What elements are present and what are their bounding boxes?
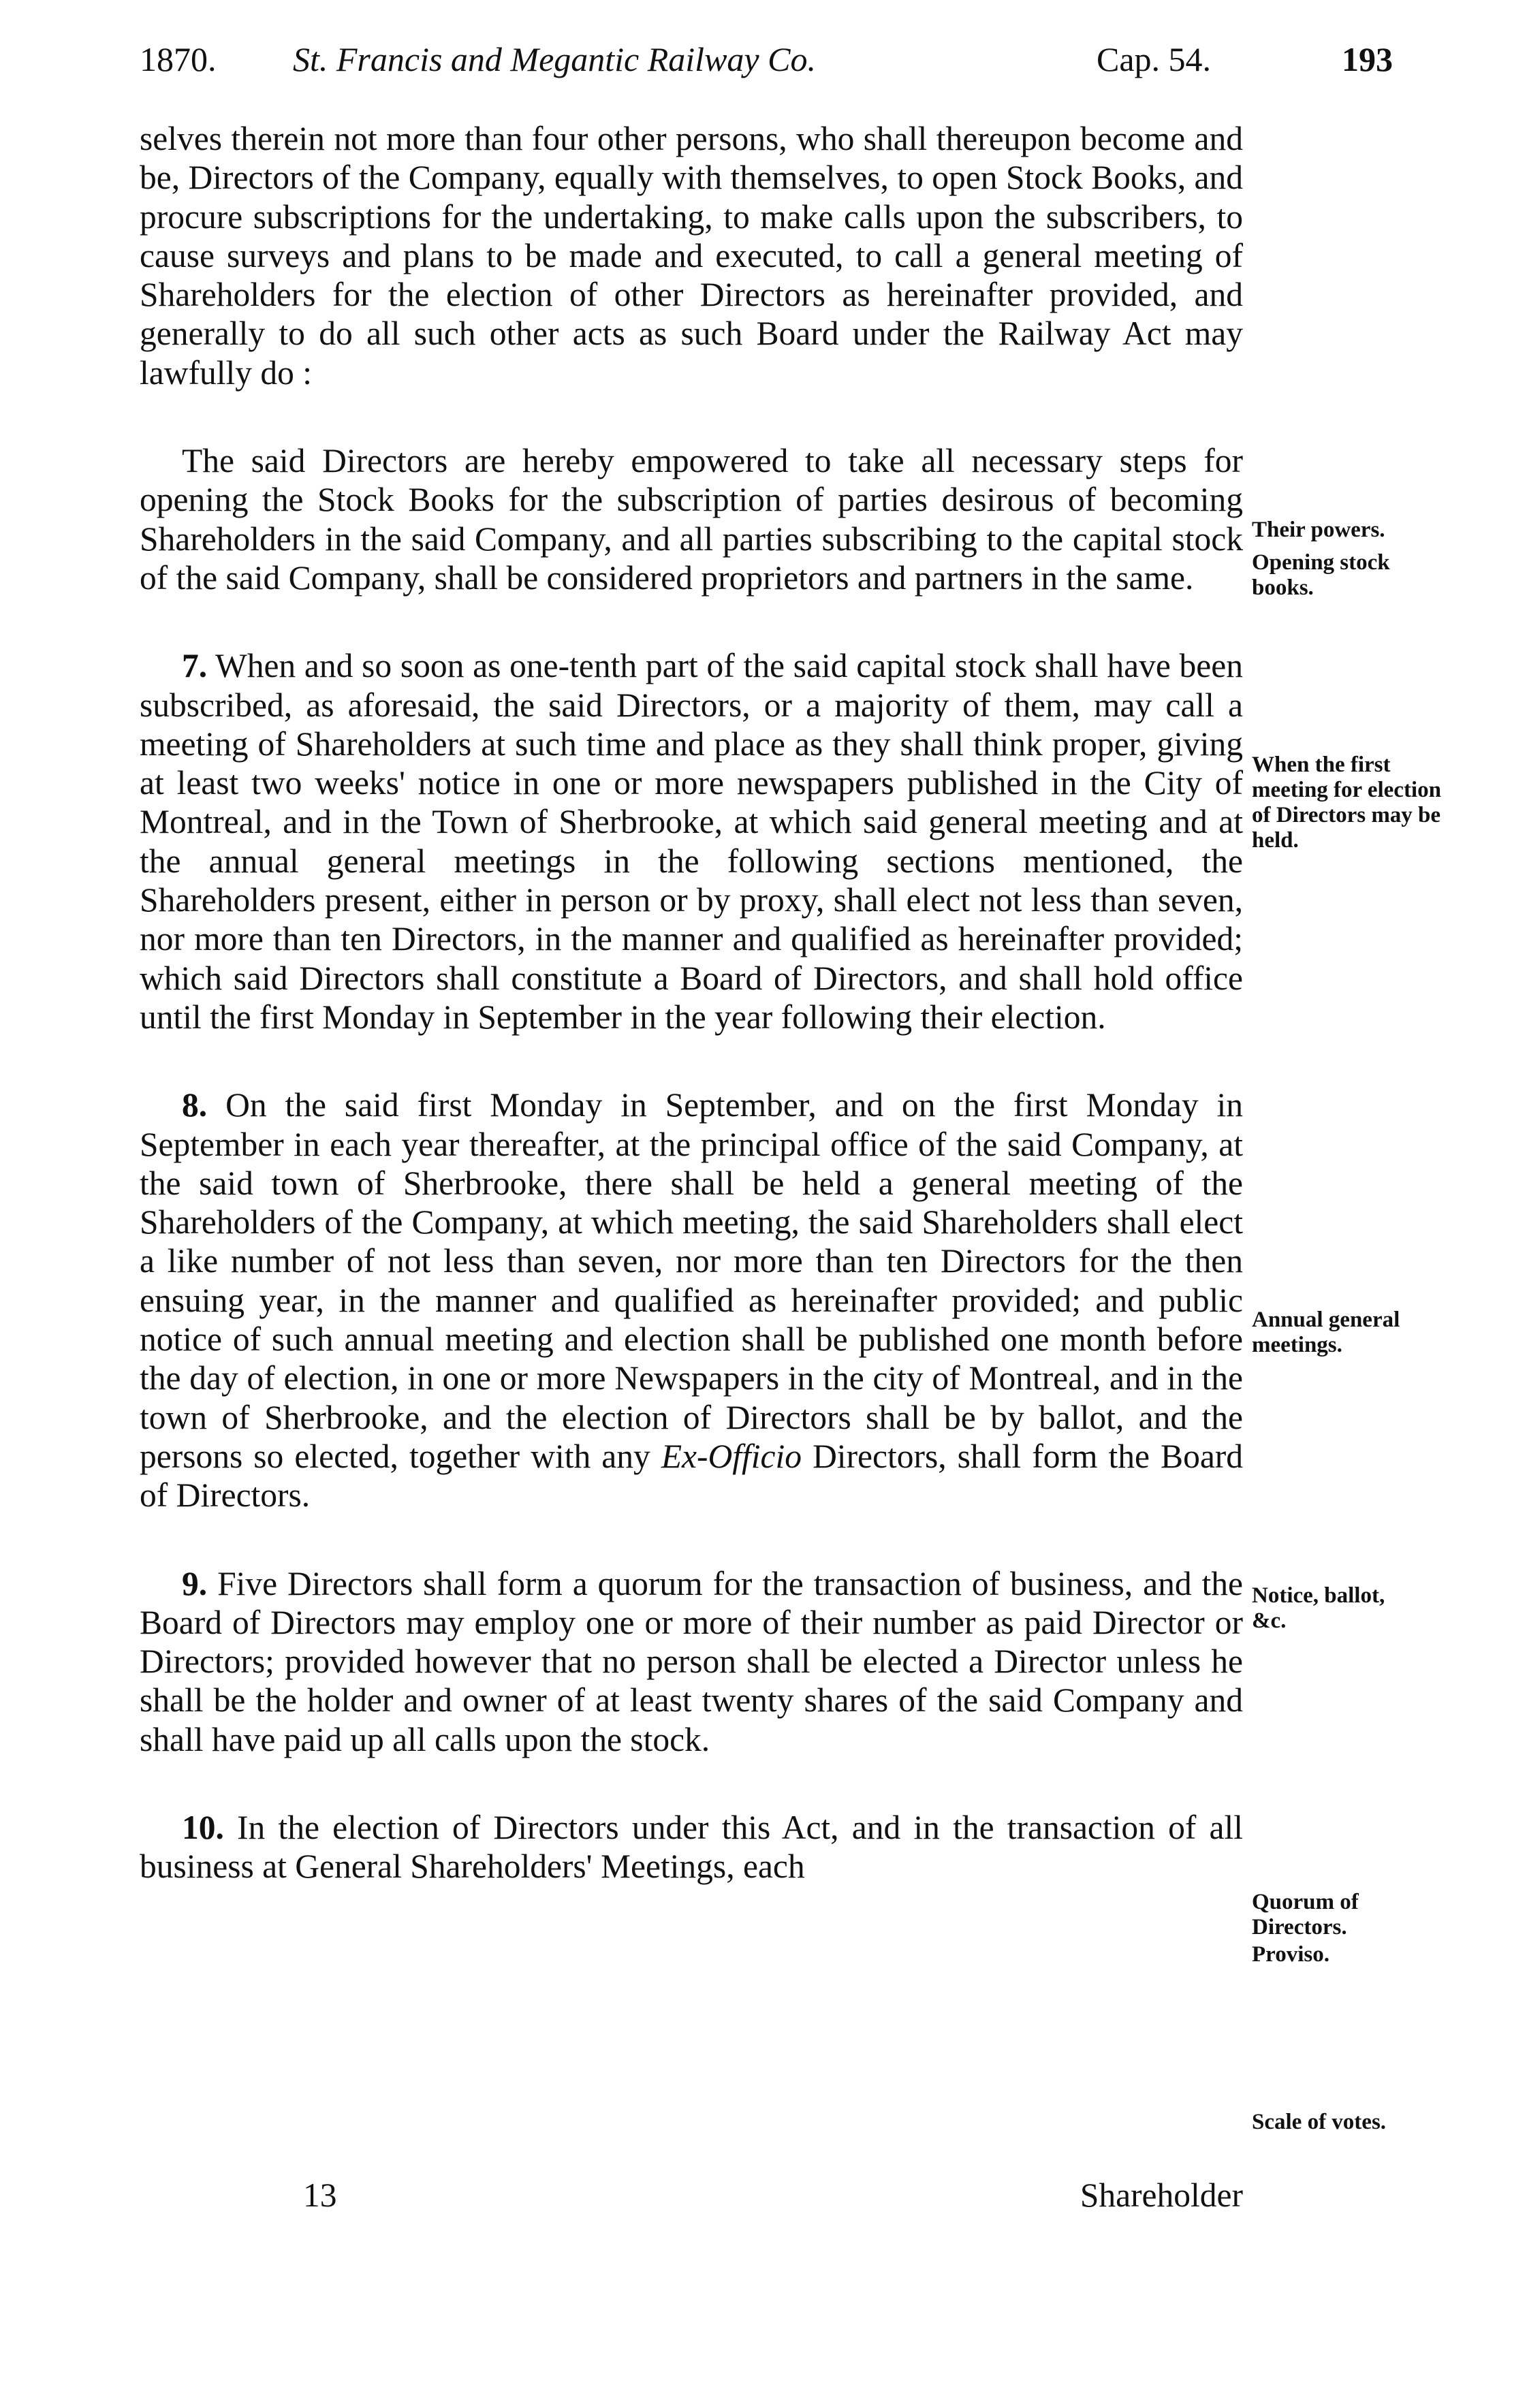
header-chapter: Cap. 54.	[1097, 40, 1212, 78]
section-number: 9.	[182, 1564, 208, 1602]
section-8	[140, 1086, 1243, 1515]
page-number: 193	[1342, 40, 1393, 78]
body-text	[140, 119, 1243, 1886]
signature-mark: 13	[303, 2176, 337, 2214]
section-text: Directors, shall form the Board of Directors.	[140, 1437, 1244, 1515]
paragraph-continuation: selves therein not more than four other persons, who shall thereupon become and be, Directors of the Company, equally with themselves, to open Stock Books, and procure subscriptions for the undertaking, to make calls upon the subscribers, to cause surveys and plans to be made and executed, to call a general meeting of Shareholders for the election of other Directors as hereinafter provided, and generally to do all such other acts as such Board under the Railway Act may lawfully do :	[140, 120, 1243, 392]
section-text: On the said first Monday in September, and on the first Monday in September in each year thereafter, at the principal office of the said Company, at the said town of Sherbrooke, there shall be held a general meeting of the Shareholders of the Company, at which meeting, the said Shareholders shall elect a like number of not less than seven, nor more than ten Directors for the then ensuing year, in the manner and qualified as hereinafter provided; and public notice of such annual meeting and election shall be published one month before the day of election, in one or more Newspapers in the city of Montreal, and in the town of Sherbrooke, and the election of Directors shall be by ballot, and the persons so elected, together with any	[140, 1086, 1244, 1475]
margin-note-annual-meetings: Annual general meetings.	[1252, 1308, 1400, 1357]
section-10	[140, 1808, 1243, 1886]
section-italic-term: Ex-Officio	[661, 1437, 802, 1475]
margin-note-first-meeting: When the first meeting for election of Directors may be held.	[1252, 752, 1441, 853]
margin-note-scale-of-votes: Scale of votes.	[1252, 2110, 1387, 2134]
section-number: 7.	[182, 647, 208, 685]
margin-note-proviso: Proviso.	[1252, 1942, 1329, 1967]
margin-note-quorum: Quorum of Directors.	[1252, 1890, 1359, 1939]
section-7	[140, 646, 1243, 1036]
header-title: St. Francis and Megantic Railway Co.	[293, 40, 816, 78]
section-text: In the election of Directors under this Act, and in the transaction of all business at General Shareholders' Meetings, each	[140, 1808, 1244, 1886]
section-text: Five Directors shall form a quorum for the transaction of business, and the Board of Directors may employ one or more of their number as paid Director or Directors; provided however that no person shall be elected a Director unless he shall be the holder and owner of at least twenty shares of the said Company and shall have paid up all calls upon the stock.	[140, 1564, 1243, 1758]
header-year: 1870.	[140, 40, 217, 78]
paragraph-directors-powers: The said Directors are hereby empowered to take all necessary steps for opening the Stock Books for the subscription of parties desirous of becoming Shareholders in the said Company, and all parties subscribing to the capital stock of the said Company, shall be considered proprietors and partners in the same.	[140, 442, 1243, 597]
section-9	[140, 1564, 1243, 1759]
margin-note-notice-ballot: Notice, ballot, &c.	[1252, 1583, 1385, 1633]
section-text: When and so soon as one-tenth part of the said capital stock shall have been subscribed, as aforesaid, the said Directors, or a majority of them, may call a meeting of Shareholders at such time and place as they shall think proper, giving at least two weeks' notice in one or more newspapers published in the City of Montreal, and in the Town of Sherbrooke, at which said general meeting and at the annual general meetings in the following sections mentioned, the Shareholders present, either in person or by proxy, shall elect not less than seven, nor more than ten Directors, in the manner and qualified as hereinafter provided; which said Directors shall constitute a Board of Directors, and shall hold office until the first Monday in September in the year following their election.	[140, 647, 1243, 1036]
margin-note-their-powers: Their powers.	[1252, 518, 1385, 542]
section-number: 8.	[182, 1086, 208, 1124]
running-header	[140, 39, 1434, 94]
section-number: 10.	[182, 1808, 224, 1846]
catchword: Shareholder	[1080, 2176, 1243, 2214]
margin-note-opening-stock-books: Opening stock books.	[1252, 550, 1390, 600]
